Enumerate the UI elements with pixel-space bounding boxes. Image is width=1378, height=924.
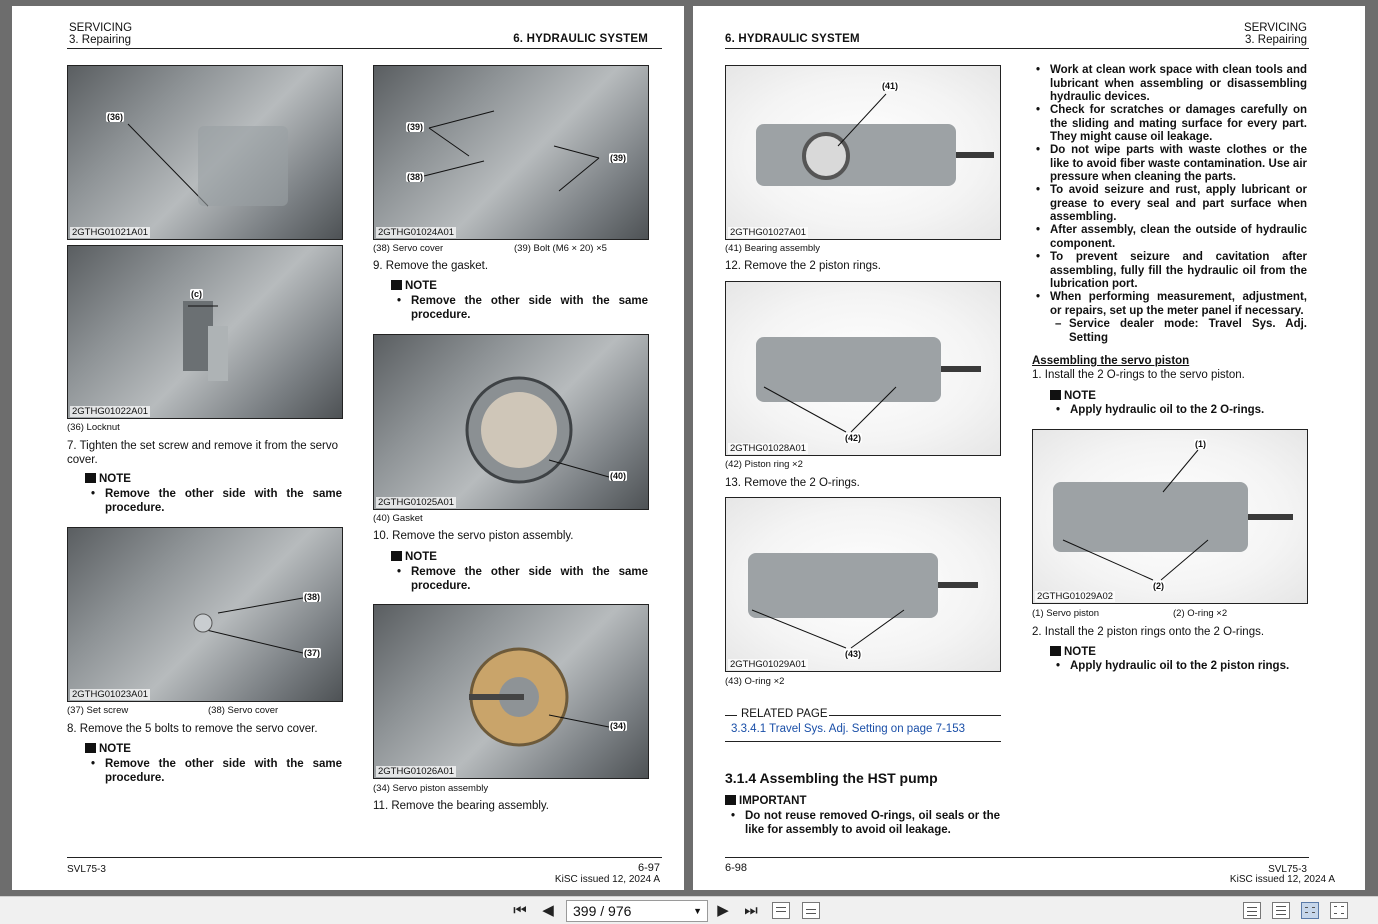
figure-code: 2GTHG01024A01 — [378, 227, 455, 238]
photo-piston-rings — [725, 281, 1001, 456]
figure-code: 2GTHG01023A01 — [72, 689, 149, 700]
important-bullet: • Do not reuse removed O-rings, oil seals or the like for assembly to avoid oil leakage. — [731, 810, 1000, 837]
note-label-text: NOTE — [405, 551, 437, 563]
photo-set-screw — [67, 527, 343, 702]
caption-servo-cover: (38) Servo cover — [208, 705, 279, 716]
note-bullet: • Apply hydraulic oil to the 2 O-rings. — [1056, 404, 1308, 418]
next-page-icon[interactable]: ▶ — [717, 902, 729, 919]
callout-34: (34) — [610, 721, 627, 731]
photo-gasket — [373, 334, 649, 510]
last-page-icon[interactable]: ⏭ — [744, 902, 758, 919]
note-marker — [85, 473, 96, 483]
note-marker — [391, 280, 402, 290]
two-page-view-icon[interactable] — [1301, 902, 1319, 919]
figure-code: 2GTHG01021A01 — [72, 227, 149, 238]
back-view-icon[interactable] — [772, 902, 790, 919]
figure-code: 2GTHG01029A01 — [730, 659, 807, 670]
footer-page-number: 6-97 — [637, 862, 660, 874]
footer-issue: KiSC issued 12, 2024 A — [554, 874, 660, 885]
note-label — [85, 743, 131, 755]
callout-39: (39) — [407, 122, 424, 132]
note-label-text: NOTE — [405, 280, 437, 292]
two-page-continuous-view-icon[interactable] — [1330, 902, 1348, 919]
callout-43: (43) — [845, 649, 862, 659]
step-9: 9. Remove the gasket. — [373, 260, 489, 272]
callout-42: (42) — [845, 433, 862, 443]
precaution-bullet: • Work at clean work space with clean tools and lubricant when assembling or disassembling hydraulic devices. — [1036, 64, 1307, 105]
callout-41: (41) — [882, 81, 899, 91]
step-1: 1. Install the 2 O-rings to the servo piston. — [1032, 369, 1245, 381]
header-chapter: 6. HYDRAULIC SYSTEM — [725, 33, 860, 45]
precaution-bullet: • To avoid seizure and rust, apply lubricant or grease to every seal and part surface when assembling. — [1036, 184, 1307, 225]
callout-36: (36) — [107, 112, 124, 122]
header-subsection: 3. Repairing — [69, 34, 132, 46]
photo-o-rings — [725, 497, 1001, 672]
precaution-sub-bullet: – Service dealer mode: Travel Sys. Adj. Setting — [1055, 318, 1307, 345]
page-number-input[interactable] — [566, 900, 708, 922]
caption-o-ring: (43) O-ring ×2 — [725, 676, 785, 687]
important-marker — [725, 795, 736, 805]
page-indicator-text: 399 / 976 — [573, 903, 632, 919]
note-marker — [1050, 646, 1061, 656]
footer-page-number: 6-98 — [725, 862, 748, 874]
note-marker — [1050, 390, 1061, 400]
caption-servo-piston: (1) Servo piston — [1032, 608, 1100, 619]
header-rule — [725, 48, 1309, 49]
step-2: 2. Install the 2 piston rings onto the 2 O-rings. — [1032, 626, 1265, 638]
caption-set-screw: (37) Set screw — [67, 705, 129, 716]
caption-bearing-assembly: (41) Bearing assembly — [725, 243, 821, 254]
note-label — [391, 280, 437, 292]
important-label-text: IMPORTANT — [739, 795, 807, 807]
photo-servo-piston — [1032, 429, 1308, 604]
figure-code: 2GTHG01022A01 — [72, 406, 149, 417]
forward-view-icon[interactable] — [802, 902, 820, 919]
callout-38: (38) — [304, 592, 321, 602]
viewer-toolbar — [0, 896, 1378, 924]
step-13: 13. Remove the 2 O-rings. — [725, 477, 860, 489]
related-rule-bottom — [725, 741, 1001, 742]
photo-servo-piston-assembly — [373, 604, 649, 779]
precaution-bullet: • After assembly, clean the outside of hydraulic component. — [1036, 224, 1307, 251]
step-7: 7. Tighten the set screw and remove it from the servo cover. — [67, 440, 339, 466]
figure-code: 2GTHG01025A01 — [378, 497, 455, 508]
note-marker — [391, 551, 402, 561]
related-rule-left — [725, 715, 737, 716]
first-page-icon[interactable]: ⏮ — [513, 902, 527, 919]
right-page — [693, 6, 1365, 890]
footer-rule — [67, 857, 662, 858]
caption-piston-ring: (42) Piston ring ×2 — [725, 459, 803, 470]
figure-code: 2GTHG01026A01 — [378, 766, 455, 777]
note-label-text: NOTE — [1064, 390, 1096, 402]
note-bullet: • Remove the other side with the same procedure. — [91, 488, 342, 515]
step-8: 8. Remove the 5 bolts to remove the servo cover. — [67, 723, 318, 735]
section-heading: 3.1.4 Assembling the HST pump — [725, 770, 938, 786]
photo-servo-cover-bolts — [373, 65, 649, 240]
footer-model: SVL75-3 — [1268, 864, 1307, 875]
header-subsection: 3. Repairing — [1244, 34, 1307, 46]
figure-code: 2GTHG01028A01 — [730, 443, 807, 454]
callout-40: (40) — [610, 471, 627, 481]
left-page — [12, 6, 684, 890]
header-chapter: 6. HYDRAULIC SYSTEM — [513, 33, 648, 45]
caption-bolt: (39) Bolt (M6 × 20) ×5 — [514, 243, 607, 254]
callout-39: (39) — [610, 153, 627, 163]
related-page-label: RELATED PAGE — [741, 708, 828, 720]
note-bullet: • Remove the other side with the same procedure. — [397, 295, 648, 322]
figure-code: 2GTHG01027A01 — [730, 227, 807, 238]
figure-code: 2GTHG01029A02 — [1037, 591, 1114, 602]
caption-o-ring: (2) O-ring ×2 — [1173, 608, 1228, 619]
note-bullet: • Remove the other side with the same procedure. — [91, 758, 342, 785]
caption-servo-cover: (38) Servo cover — [373, 243, 444, 254]
precaution-bullet: • To prevent seizure and cavitation after assembling, fully fill the hydraulic oil from the lubrication port. — [1036, 251, 1307, 292]
precaution-bullet: • Do not wipe parts with waste clothes or the like to avoid fiber waste contamination. Use air pressure when cleaning the parts. — [1036, 144, 1307, 185]
footer-issue: KiSC issued 12, 2024 A — [1229, 874, 1335, 885]
note-bullet: • Remove the other side with the same procedure. — [397, 566, 648, 593]
related-rule-right — [829, 715, 1001, 716]
note-label-text: NOTE — [99, 473, 131, 485]
previous-page-icon[interactable]: ◀ — [542, 902, 554, 919]
header-section: SERVICING — [1243, 22, 1307, 34]
step-12: 12. Remove the 2 piston rings. — [725, 260, 881, 272]
step-10: 10. Remove the servo piston assembly. — [373, 530, 574, 542]
single-page-view-icon[interactable] — [1243, 902, 1261, 919]
note-label — [1050, 390, 1096, 402]
caption-gasket: (40) Gasket — [373, 513, 423, 524]
callout-c: (c) — [191, 289, 202, 299]
note-marker — [85, 743, 96, 753]
note-bullet: • Apply hydraulic oil to the 2 piston rings. — [1056, 660, 1308, 674]
note-label — [391, 551, 437, 563]
footer-rule — [725, 857, 1309, 858]
callout-2: (2) — [1153, 581, 1164, 591]
continuous-view-icon[interactable] — [1272, 902, 1290, 919]
step-11: 11. Remove the bearing assembly. — [373, 800, 549, 812]
chevron-down-icon[interactable]: ▼ — [693, 906, 702, 916]
sub-heading: Assembling the servo piston — [1032, 355, 1190, 367]
header-section: SERVICING — [69, 22, 133, 34]
precaution-bullet: • When performing measurement, adjustment, or repairs, set up the meter panel if necessary. — [1036, 291, 1307, 318]
note-label-text: NOTE — [1064, 646, 1096, 658]
callout-37: (37) — [304, 648, 321, 658]
callout-38: (38) — [407, 172, 424, 182]
caption-locknut: (36) Locknut — [67, 422, 120, 433]
note-label — [1050, 646, 1096, 658]
callout-1: (1) — [1195, 439, 1206, 449]
photo-bearing-assembly — [725, 65, 1001, 240]
related-page-link[interactable]: 3.3.4.1 Travel Sys. Adj. Setting on page 7-153 — [731, 723, 965, 735]
caption-servo-piston-assembly: (34) Servo piston assembly — [373, 783, 489, 794]
photo-locknut-closeup — [67, 245, 343, 419]
note-label-text: NOTE — [99, 743, 131, 755]
important-label — [725, 795, 807, 807]
precaution-bullet: • Check for scratches or damages carefully on the sliding and mating surface for every part. They might cause oil leakage. — [1036, 104, 1307, 145]
note-label — [85, 473, 131, 485]
footer-model: SVL75-3 — [67, 864, 106, 875]
header-rule — [67, 48, 662, 49]
photo-servo-locknut — [67, 65, 343, 240]
